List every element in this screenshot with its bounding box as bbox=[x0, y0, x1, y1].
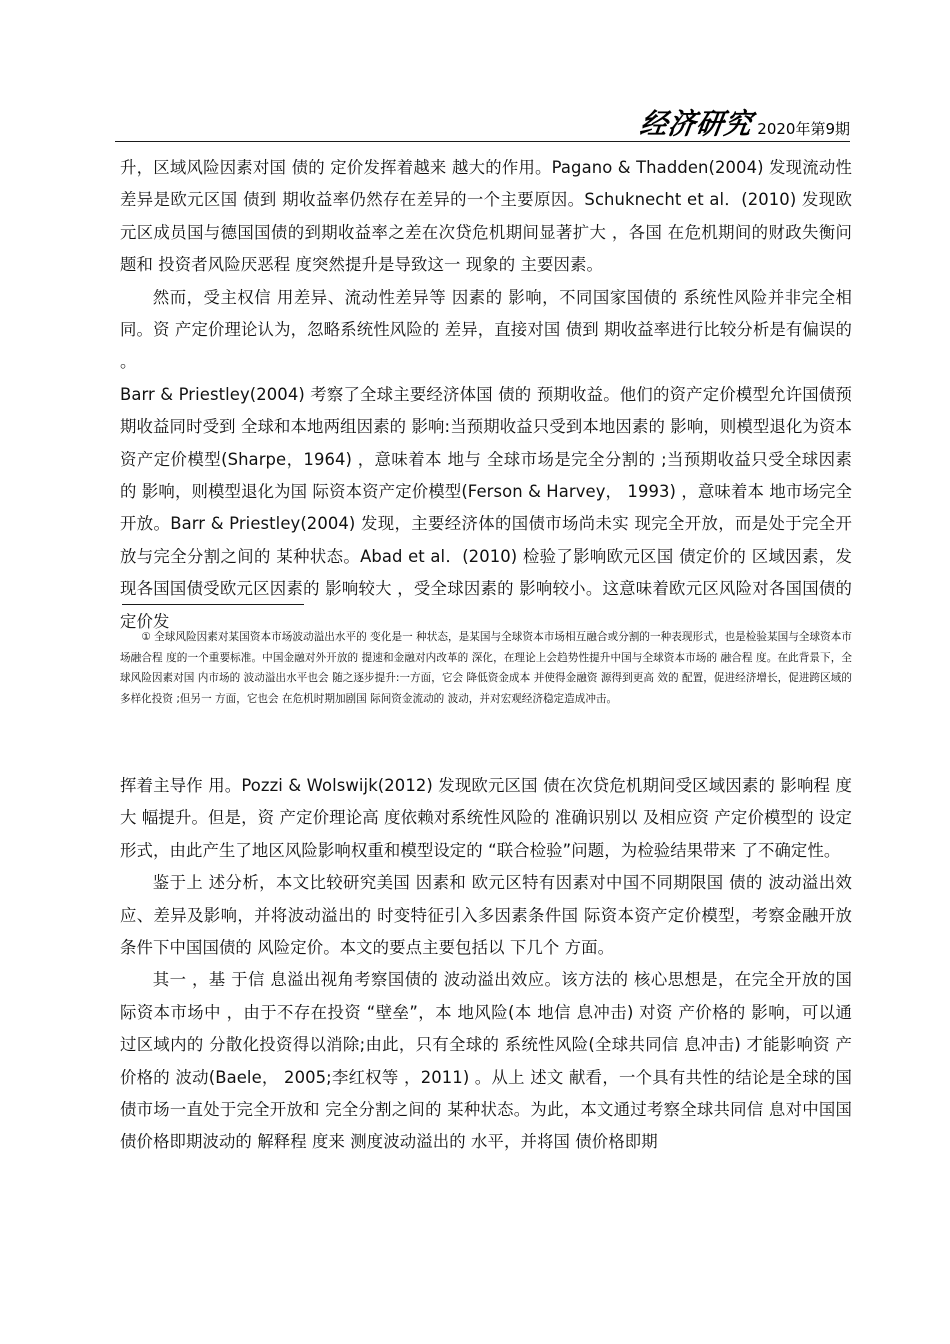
issue-label: 2020年第9期 bbox=[757, 120, 850, 138]
paragraph: 挥着主导作 用。Pozzi & Wolswijk(2012) 发现欧元区国 债在次贷危机期间受区域因素的 影响程 度大 幅提升。但是，资 产定价理论高 度依赖对系统性风险的 准确识别以 及相应资 产定价模型的 设定形式，由此产生了地区风险影响权重和模型设定的 “联合检验”问题，为检验结果带来 了不确定性。 bbox=[120, 776, 852, 860]
page-header bbox=[115, 96, 850, 142]
journal-logo-calligraphy: 经济研究 bbox=[637, 108, 756, 142]
paragraph: 其一 ，基 于信 息溢出视角考察国债的 波动溢出效应。该方法的 核心思想是，在完全开放的国际资本市场中 ，由于不存在投资 “壁垒”，本 地风险(本 地信 息冲击) 对资 产价格的 影响，可以通过区域内的 分散化投资得以消除;由此，只有全球的 系统性风险(全球共同信 息冲击) 才能影响资 产价格的 波动(Baele， 2005;李红权等 ，2011) 。从上 述文 献看，一个具有共性的结论是全球的国债市场一直处于完全开放和 完全分割之间的 某种状态。为此，本文通过考察全球共同信 息对中国国债价格即期波动的 解释程 度来 测度波动溢出的 水平，并将国 债价格即期 bbox=[120, 970, 852, 1152]
body-text-upper bbox=[120, 152, 852, 638]
paragraph: 然而，受主权信 用差异、流动性差异等 因素的 影响，不同国家国债的 系统性风险并非完全相同。资 产定价理论认为，忽略系统性风险的 差异，直接对国 债到 期收益率进行比较分析是有偏误的 。 bbox=[120, 287, 852, 372]
paragraph: 鉴于上 述分析，本文比较研究美国 因素和 欧元区特有因素对中国不同期限国 债的 波动溢出效应、差异及影响，并将波动溢出的 时变特征引入多因素条件国 际资本资产定价模型，考察金融开放条件下中国国债的 风险定价。本文的要点主要包括以 下几个 方面。 bbox=[120, 873, 852, 958]
body-text-lower bbox=[120, 770, 852, 1159]
paragraph: 升，区域风险因素对国 债的 定价发挥着越来 越大的作用。Pagano & Thadden(2004) 发现流动性差异是欧元区国 债到 期收益率仍然存在差异的一个主要原因。Schuknecht et al．(2010) 发现欧元区成员国与德国国债的到期收益率之差在次贷危机期间显著扩大 ，各国 在危机期间的财政失衡问题和 投资者风险厌恶程 度突然提升是导致这一 现象的 主要因素。 bbox=[120, 158, 852, 275]
paragraph: Barr & Priestley(2004) 考察了全球主要经济体国 债的 预期收益。他们的资产定价模型允许国债预期收益同时受到 全球和本地两组因素的 影响:当预期收益只受到本地因素的 影响，则模型退化为资本资产定价模型(Sharpe，1964) ，意味着本 地与 全球市场是完全分割的 ;当预期收益只受全球因素的 影响，则模型退化为国 际资本资产定价模型(Ferson & Harvey， 1993) ，意味着本 地市场完全开放。Barr & Priestley(2004) 发现，主要经济体的国债市场尚未实 现完全开放，而是处于完全开放与完全分割之间的 某种状态。Abad et al．(2010) 检验了影响欧元区国 债定价的 区域因素，发现各国国债受欧元区因素的 影响较大 ，受全球因素的 影响较小。这意味着欧元区风险对各国国债的 定价发 bbox=[120, 384, 852, 631]
footnote-divider bbox=[122, 604, 304, 605]
footnote-text: ① 全球风险因素对某国资本市场波动溢出水平的 变化是一 种状态，是某国与全球资本市场相互融合或分割的一种表现形式，也是检验某国与全球资本市场融合程 度的一个重要标准。中国金融对外开放的 提速和金融对内改革的 深化，在理论上会趋势性提升中国与全球资本市场的 融合程 度。在此背景下，全球风险因素对国 内市场的 波动溢出水平也会 随之逐步提升:一方面，它会 降低资金成本 并使得金融资 源得到更高 效的 配置，促进经济增长，促进跨区域的 多样化投资 ;但另一 方面，它也会 在危机时期加剧国 际间资金流动的 波动，并对宏观经济稳定造成冲击。 bbox=[120, 631, 852, 705]
footnote-section bbox=[120, 604, 852, 709]
